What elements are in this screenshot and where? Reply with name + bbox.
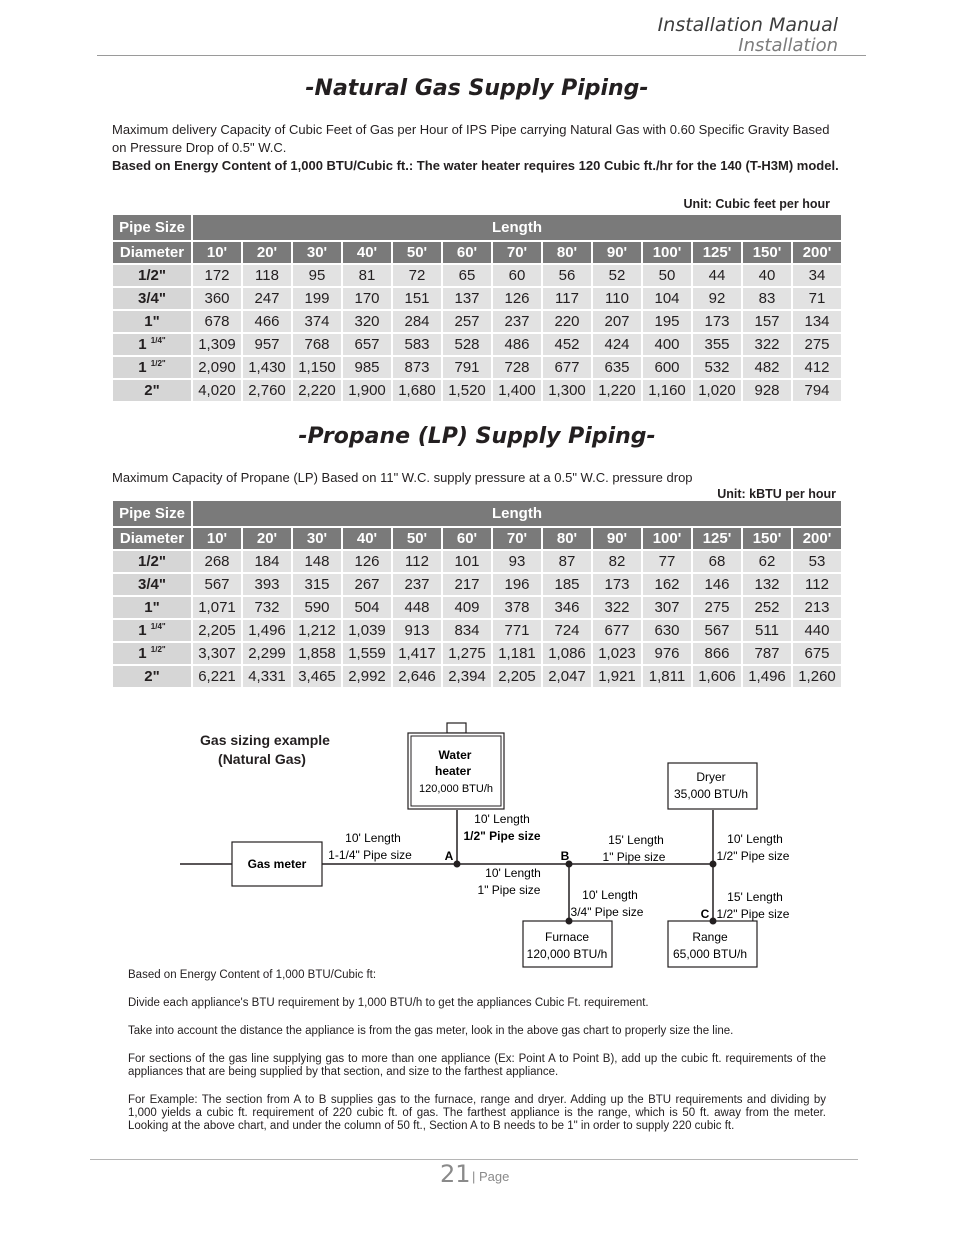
- capacity-cell: 65: [443, 265, 491, 286]
- length-col-header: 80': [543, 528, 591, 549]
- capacity-cell: 528: [443, 334, 491, 355]
- length-col-header: 80': [543, 242, 591, 263]
- pipe-diameter: [113, 380, 191, 401]
- table-row: [113, 357, 841, 378]
- capacity-cell: 4,331: [243, 666, 291, 687]
- capacity-cell: 126: [343, 551, 391, 572]
- capacity-cell: 322: [743, 334, 791, 355]
- table-row: [113, 620, 841, 641]
- length-col-header: 70': [493, 242, 541, 263]
- capacity-cell: 374: [293, 311, 341, 332]
- capacity-cell: 532: [693, 357, 741, 378]
- dryer-label: Dryer: [696, 770, 726, 784]
- capacity-cell: 393: [243, 574, 291, 595]
- capacity-cell: 217: [443, 574, 491, 595]
- capacity-cell: 137: [443, 288, 491, 309]
- length-col-header: 20': [243, 242, 291, 263]
- pipe-diameter-value: 1: [138, 359, 147, 376]
- pipe-diameter: [113, 597, 191, 618]
- capacity-cell: 284: [393, 311, 441, 332]
- capacity-cell: 412: [793, 357, 841, 378]
- capacity-cell: 71: [793, 288, 841, 309]
- pipe-diameter-fraction: 1/2": [150, 645, 166, 654]
- table-row: [113, 666, 841, 687]
- note-2: Divide each appliance's BTU requirement by 1,000 BTU/h to get the appliances Cubic Ft. requirement.: [128, 997, 649, 1009]
- capacity-cell: 985: [343, 357, 391, 378]
- capacity-cell: 678: [193, 311, 241, 332]
- capacity-cell: 355: [693, 334, 741, 355]
- furnace-label: Furnace: [544, 930, 590, 944]
- capacity-cell: 1,811: [643, 666, 691, 687]
- capacity-cell: 146: [693, 574, 741, 595]
- length-col-header: 90': [593, 242, 641, 263]
- capacity-cell: 675: [793, 643, 841, 664]
- capacity-cell: 1,086: [543, 643, 591, 664]
- propane-title: -Propane (LP) Supply Piping-: [298, 424, 656, 449]
- pipe-diameter-fraction: 1/2": [150, 359, 166, 368]
- length-col-header: 30': [293, 242, 341, 263]
- pipe-diameter-value: 1": [144, 599, 160, 616]
- capacity-cell: 157: [743, 311, 791, 332]
- capacity-cell: 409: [443, 597, 491, 618]
- capacity-cell: 677: [543, 357, 591, 378]
- capacity-cell: 486: [493, 334, 541, 355]
- capacity-cell: 583: [393, 334, 441, 355]
- capacity-cell: 267: [343, 574, 391, 595]
- capacity-cell: 511: [743, 620, 791, 641]
- propane-table: [111, 499, 843, 689]
- propane-unit: Unit: kBTU per hour: [717, 487, 836, 501]
- pipe-diameter: [113, 288, 191, 309]
- length-col-header: 10': [193, 242, 241, 263]
- capacity-cell: 1,900: [343, 380, 391, 401]
- capacity-cell: 834: [443, 620, 491, 641]
- capacity-cell: 360: [193, 288, 241, 309]
- capacity-cell: 913: [393, 620, 441, 641]
- pipe-diameter: [113, 643, 191, 664]
- length-col-header: 100': [643, 528, 691, 549]
- capacity-cell: 1,309: [193, 334, 241, 355]
- capacity-cell: 62: [743, 551, 791, 572]
- wh-size: 1/2" Pipe size: [463, 829, 541, 843]
- pipe-diameter-value: 1": [144, 313, 160, 330]
- header-divider: [97, 55, 866, 56]
- capacity-cell: 768: [293, 334, 341, 355]
- length-col-header: 30': [293, 528, 341, 549]
- capacity-cell: 567: [693, 620, 741, 641]
- capacity-cell: 320: [343, 311, 391, 332]
- capacity-cell: 866: [693, 643, 741, 664]
- capacity-cell: 400: [643, 334, 691, 355]
- pipe-diameter-value: 2": [144, 382, 160, 399]
- capacity-cell: 104: [643, 288, 691, 309]
- point-c-marker: [710, 918, 717, 925]
- capacity-cell: 2,760: [243, 380, 291, 401]
- capacity-cell: 132: [743, 574, 791, 595]
- capacity-cell: 237: [393, 574, 441, 595]
- capacity-cell: 3,465: [293, 666, 341, 687]
- length-col-header: 125': [693, 242, 741, 263]
- capacity-cell: 52: [593, 265, 641, 286]
- capacity-cell: 448: [393, 597, 441, 618]
- capacity-cell: 1,400: [493, 380, 541, 401]
- table-row: [113, 551, 841, 572]
- propane-description: Maximum Capacity of Propane (LP) Based on 11" W.C. supply pressure at a 0.5" W.C. pressure drop: [112, 470, 693, 485]
- pipe-diameter-value: 1: [138, 622, 147, 639]
- capacity-cell: 184: [243, 551, 291, 572]
- table-row: [113, 265, 841, 286]
- capacity-cell: 83: [743, 288, 791, 309]
- diameter-header: Diameter: [113, 528, 191, 549]
- pipe-diameter-value: 1: [138, 645, 147, 662]
- capacity-cell: 2,299: [243, 643, 291, 664]
- pipe-diameter: [113, 265, 191, 286]
- capacity-cell: 504: [343, 597, 391, 618]
- pipe-diameter-value: 1: [138, 336, 147, 353]
- dryer-size: 1/2" Pipe size: [716, 849, 790, 863]
- capacity-cell: 173: [693, 311, 741, 332]
- length-header: Length: [193, 215, 841, 240]
- capacity-cell: 567: [193, 574, 241, 595]
- length-col-header: 20': [243, 528, 291, 549]
- capacity-cell: 185: [543, 574, 591, 595]
- capacity-cell: 635: [593, 357, 641, 378]
- pipe-diameter: [113, 620, 191, 641]
- capacity-cell: 873: [393, 357, 441, 378]
- capacity-cell: 148: [293, 551, 341, 572]
- capacity-cell: 630: [643, 620, 691, 641]
- capacity-cell: 2,220: [293, 380, 341, 401]
- capacity-cell: 82: [593, 551, 641, 572]
- capacity-cell: 110: [593, 288, 641, 309]
- capacity-cell: 196: [493, 574, 541, 595]
- length-col-header: 200': [793, 242, 841, 263]
- pipe-diameter-value: 2": [144, 668, 160, 685]
- capacity-cell: 1,260: [793, 666, 841, 687]
- capacity-cell: 1,921: [593, 666, 641, 687]
- capacity-cell: 60: [493, 265, 541, 286]
- capacity-cell: 315: [293, 574, 341, 595]
- furnace-length: 10' Length: [582, 888, 638, 902]
- capacity-cell: 68: [693, 551, 741, 572]
- capacity-cell: 1,417: [393, 643, 441, 664]
- natural-gas-description: [112, 121, 842, 175]
- pipe-diameter-value: 1/2": [138, 267, 166, 284]
- length-col-header: 125': [693, 528, 741, 549]
- table-row: [113, 574, 841, 595]
- point-b-label: B: [560, 849, 570, 863]
- capacity-cell: 4,020: [193, 380, 241, 401]
- pipe-diameter: [113, 551, 191, 572]
- point-c-label: C: [700, 907, 710, 921]
- capacity-cell: 1,300: [543, 380, 591, 401]
- capacity-cell: 2,205: [193, 620, 241, 641]
- capacity-cell: 1,023: [593, 643, 641, 664]
- pipe-diameter-fraction: 1/4": [150, 622, 166, 631]
- capacity-cell: 2,090: [193, 357, 241, 378]
- capacity-cell: 257: [443, 311, 491, 332]
- capacity-cell: 590: [293, 597, 341, 618]
- capacity-cell: 1,020: [693, 380, 741, 401]
- b-right-size: 1" Pipe size: [602, 850, 666, 864]
- capacity-cell: 134: [793, 311, 841, 332]
- length-col-header: 60': [443, 242, 491, 263]
- capacity-cell: 1,181: [493, 643, 541, 664]
- furnace-size: 3/4" Pipe size: [570, 905, 644, 919]
- meter-a-size: 1-1/4" Pipe size: [328, 848, 412, 862]
- page-number: 21: [440, 1160, 471, 1188]
- section-title: Installation: [738, 35, 838, 56]
- point-a-label: A: [444, 849, 454, 863]
- table-row: [113, 380, 841, 401]
- capacity-cell: 112: [393, 551, 441, 572]
- capacity-cell: 424: [593, 334, 641, 355]
- capacity-cell: 378: [493, 597, 541, 618]
- capacity-cell: 1,496: [243, 620, 291, 641]
- note-5: For Example: The section from A to B supplies gas to the furnace, range and dryer. Adding up the BTU requirements and dividing by 1,000 yields a cubic ft. requirement of 220 cubic ft. of gas. The farthest appliance is the range, which is 50 ft. away from the meter. Looking at the above chart, and under the column of 50 ft., Section A to B needs to be 1" in order to supply 220 cubic ft.: [128, 1094, 826, 1132]
- dryer-btu: 35,000 BTU/h: [673, 787, 749, 801]
- capacity-cell: 275: [693, 597, 741, 618]
- gas-sizing-diagram: [0, 718, 954, 973]
- b-right-length: 15' Length: [608, 833, 664, 847]
- capacity-cell: 95: [293, 265, 341, 286]
- capacity-cell: 101: [443, 551, 491, 572]
- gas-meter-label: Gas meter: [247, 857, 307, 871]
- length-col-header: 60': [443, 528, 491, 549]
- capacity-cell: 787: [743, 643, 791, 664]
- capacity-cell: 1,039: [343, 620, 391, 641]
- capacity-cell: 2,394: [443, 666, 491, 687]
- pipe-diameter-value: 3/4": [138, 576, 166, 593]
- capacity-cell: 72: [393, 265, 441, 286]
- capacity-cell: 976: [643, 643, 691, 664]
- note-3: Take into account the distance the appliance is from the gas meter, look in the above gas chart to properly size the line.: [128, 1025, 734, 1037]
- length-header: Length: [193, 501, 841, 526]
- page-word: Page: [479, 1169, 510, 1184]
- length-col-header: 150': [743, 242, 791, 263]
- capacity-cell: 56: [543, 265, 591, 286]
- capacity-cell: 34: [793, 265, 841, 286]
- capacity-cell: 77: [643, 551, 691, 572]
- capacity-cell: 1,520: [443, 380, 491, 401]
- capacity-cell: 440: [793, 620, 841, 641]
- pipe-size-header: Pipe Size: [113, 501, 191, 526]
- capacity-cell: 162: [643, 574, 691, 595]
- meter-a-length: 10' Length: [345, 831, 401, 845]
- sizing-notes: [128, 969, 826, 1148]
- pipe-size-header: Pipe Size: [113, 215, 191, 240]
- footer-divider: [90, 1159, 858, 1160]
- capacity-cell: 657: [343, 334, 391, 355]
- pipe-diameter: [113, 666, 191, 687]
- table-row: [113, 288, 841, 309]
- capacity-cell: 771: [493, 620, 541, 641]
- water-heater-vent: [447, 723, 466, 733]
- capacity-cell: 2,646: [393, 666, 441, 687]
- length-col-header: 50': [393, 242, 441, 263]
- natural-gas-title: -Natural Gas Supply Piping-: [305, 76, 649, 101]
- capacity-cell: 40: [743, 265, 791, 286]
- natural-gas-unit: Unit: Cubic feet per hour: [683, 197, 830, 211]
- capacity-cell: 81: [343, 265, 391, 286]
- capacity-cell: 600: [643, 357, 691, 378]
- diameter-header: Diameter: [113, 242, 191, 263]
- capacity-cell: 794: [793, 380, 841, 401]
- capacity-cell: 112: [793, 574, 841, 595]
- manual-title: Installation Manual: [657, 14, 838, 36]
- capacity-cell: 2,205: [493, 666, 541, 687]
- capacity-cell: 2,047: [543, 666, 591, 687]
- length-col-header: 50': [393, 528, 441, 549]
- capacity-cell: 151: [393, 288, 441, 309]
- capacity-cell: 1,430: [243, 357, 291, 378]
- point-a-marker: [454, 861, 461, 868]
- natural-gas-desc-text: Maximum delivery Capacity of Cubic Feet of Gas per Hour of IPS Pipe carrying Natural Gas with 0.60 Specific Gravity Based on Pressure Drop of 0.5" W.C.: [112, 122, 830, 155]
- capacity-cell: 1,496: [743, 666, 791, 687]
- capacity-cell: 1,220: [593, 380, 641, 401]
- capacity-cell: 213: [793, 597, 841, 618]
- natural-gas-desc-bold: Based on Energy Content of 1,000 BTU/Cubic ft.: The water heater requires 120 Cubic ft./hr for the 140 (T-H3M) model.: [112, 158, 839, 173]
- capacity-cell: 1,212: [293, 620, 341, 641]
- capacity-cell: 6,221: [193, 666, 241, 687]
- range-size: 1/2" Pipe size: [716, 907, 790, 921]
- length-col-header: 100': [643, 242, 691, 263]
- capacity-cell: 728: [493, 357, 541, 378]
- length-col-header: 10': [193, 528, 241, 549]
- capacity-cell: 1,858: [293, 643, 341, 664]
- length-col-header: 40': [343, 528, 391, 549]
- capacity-cell: 1,071: [193, 597, 241, 618]
- capacity-cell: 53: [793, 551, 841, 572]
- capacity-cell: 1,275: [443, 643, 491, 664]
- capacity-cell: 732: [243, 597, 291, 618]
- water-heater-label-1: Water: [438, 748, 472, 762]
- capacity-cell: 928: [743, 380, 791, 401]
- capacity-cell: 2,992: [343, 666, 391, 687]
- table-row: [113, 334, 841, 355]
- furnace-btu: 120,000 BTU/h: [526, 947, 608, 961]
- capacity-cell: 195: [643, 311, 691, 332]
- capacity-cell: 93: [493, 551, 541, 572]
- capacity-cell: 268: [193, 551, 241, 572]
- table-row: [113, 311, 841, 332]
- capacity-cell: 1,559: [343, 643, 391, 664]
- capacity-cell: 957: [243, 334, 291, 355]
- capacity-cell: 482: [743, 357, 791, 378]
- capacity-cell: 1,150: [293, 357, 341, 378]
- capacity-cell: 87: [543, 551, 591, 572]
- table-row: [113, 597, 841, 618]
- capacity-cell: 118: [243, 265, 291, 286]
- capacity-cell: 92: [693, 288, 741, 309]
- capacity-cell: 275: [793, 334, 841, 355]
- capacity-cell: 173: [593, 574, 641, 595]
- length-col-header: 200': [793, 528, 841, 549]
- range-btu: 65,000 BTU/h: [672, 947, 748, 961]
- page-label: | Page: [472, 1169, 510, 1184]
- length-col-header: 90': [593, 528, 641, 549]
- water-heater-btu: 120,000 BTU/h: [419, 783, 493, 795]
- note-4: For sections of the gas line supplying gas to more than one appliance (Ex: Point A to Point B), add up the cubic ft. requirements of the appliances that are being supplied by that section, and size to the farthest appliance.: [128, 1053, 826, 1078]
- pipe-diameter: [113, 311, 191, 332]
- capacity-cell: 117: [543, 288, 591, 309]
- capacity-cell: 237: [493, 311, 541, 332]
- capacity-cell: 3,307: [193, 643, 241, 664]
- capacity-cell: 50: [643, 265, 691, 286]
- a-b-length: 10' Length: [485, 866, 541, 880]
- wh-length: 10' Length: [474, 812, 530, 826]
- diagram-title-line2: (Natural Gas): [218, 751, 306, 767]
- pipe-diameter-value: 1/2": [138, 553, 166, 570]
- length-col-header: 150': [743, 528, 791, 549]
- capacity-cell: 1,680: [393, 380, 441, 401]
- range-label: Range: [692, 930, 728, 944]
- capacity-cell: 724: [543, 620, 591, 641]
- pipe-diameter: [113, 357, 191, 378]
- capacity-cell: 1,606: [693, 666, 741, 687]
- capacity-cell: 466: [243, 311, 291, 332]
- range-length: 15' Length: [727, 890, 783, 904]
- length-col-header: 70': [493, 528, 541, 549]
- capacity-cell: 322: [593, 597, 641, 618]
- diagram-title-line1: Gas sizing example: [200, 732, 330, 748]
- capacity-cell: 44: [693, 265, 741, 286]
- pipe-diameter: [113, 574, 191, 595]
- capacity-cell: 791: [443, 357, 491, 378]
- capacity-cell: 247: [243, 288, 291, 309]
- capacity-cell: 220: [543, 311, 591, 332]
- length-col-header: 40': [343, 242, 391, 263]
- table-row: [113, 643, 841, 664]
- natural-gas-table: [111, 213, 843, 403]
- capacity-cell: 252: [743, 597, 791, 618]
- capacity-cell: 307: [643, 597, 691, 618]
- dryer-junction-marker: [710, 861, 717, 868]
- capacity-cell: 346: [543, 597, 591, 618]
- pipe-diameter-fraction: 1/4": [150, 336, 166, 345]
- pipe-diameter: [113, 334, 191, 355]
- capacity-cell: 172: [193, 265, 241, 286]
- capacity-cell: 1,160: [643, 380, 691, 401]
- capacity-cell: 170: [343, 288, 391, 309]
- dryer-length: 10' Length: [727, 832, 783, 846]
- a-b-size: 1" Pipe size: [477, 883, 541, 897]
- capacity-cell: 677: [593, 620, 641, 641]
- capacity-cell: 452: [543, 334, 591, 355]
- capacity-cell: 126: [493, 288, 541, 309]
- capacity-cell: 199: [293, 288, 341, 309]
- water-heater-label-2: heater: [434, 764, 472, 778]
- note-1: Based on Energy Content of 1,000 BTU/Cubic ft:: [128, 969, 377, 981]
- pipe-diameter-value: 3/4": [138, 290, 166, 307]
- capacity-cell: 207: [593, 311, 641, 332]
